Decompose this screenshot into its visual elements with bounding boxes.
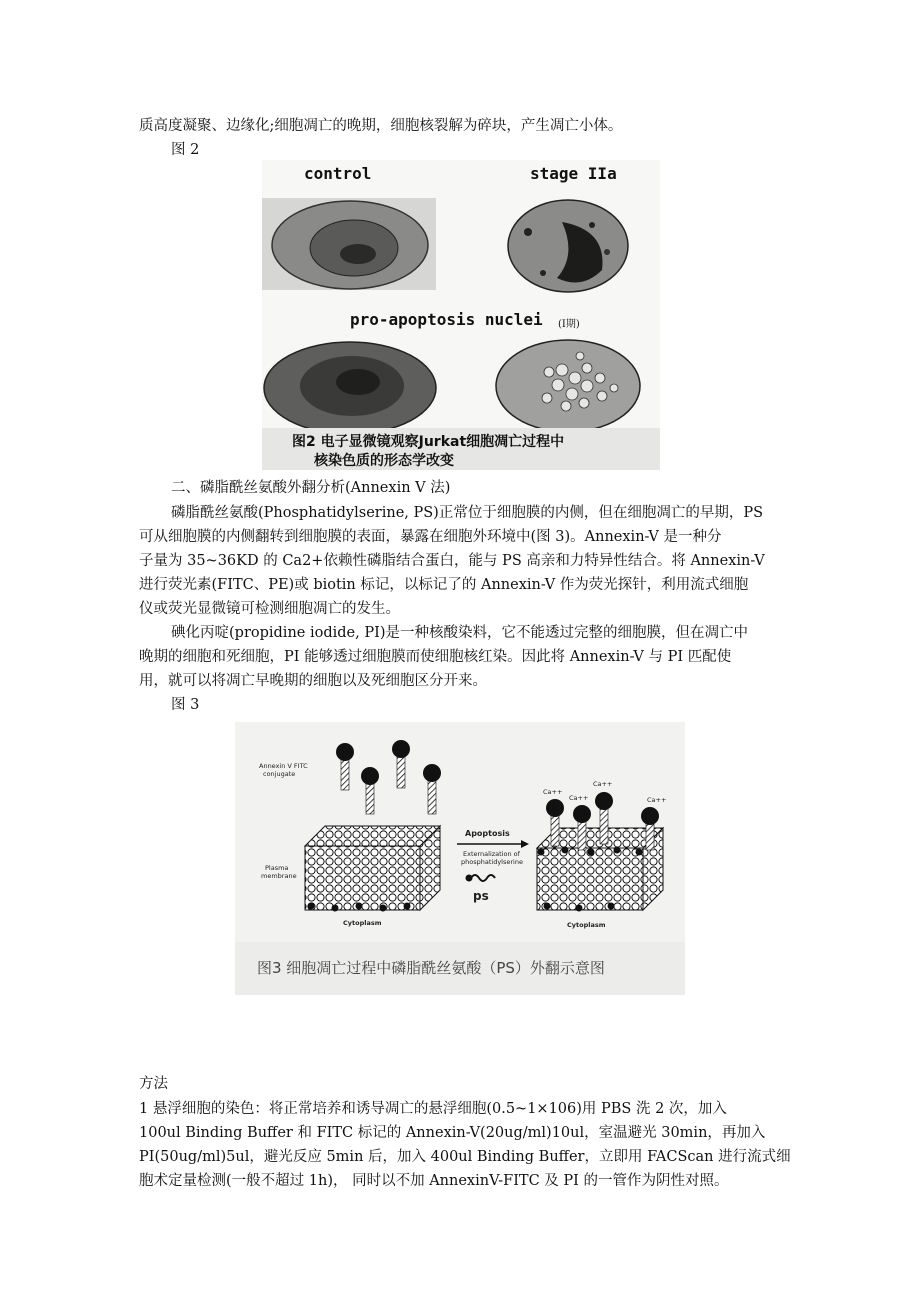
figure-2-micrograph <box>262 160 660 470</box>
text-line: PI(50ug/ml)5ul，避光反应 5min 后，加入 400ul Binding Buffer，立即用 FACScan 进行流式细 <box>139 1149 791 1165</box>
label-ca-1: Ca++ <box>543 788 563 796</box>
label-ps: ps <box>473 889 489 903</box>
figure-3-caption: 图3 细胞凋亡过程中磷脂酰丝氨酸（PS）外翻示意图 <box>257 959 605 977</box>
ps-symbol-icon <box>471 875 495 881</box>
figure-2-caption-line1: 图2 电子显微镜观察Jurkat细胞凋亡过程中 <box>292 434 565 450</box>
label-membrane: membrane <box>261 872 297 880</box>
text-line: 碘化丙啶(propidine iodide, PI)是一种核酸染料，它不能透过完整的细胞膜，但在凋亡中 <box>171 625 748 641</box>
figure-2-caption-box <box>262 428 660 470</box>
label-externalization-1: Externalization of <box>463 850 520 858</box>
label-ca-3: Ca++ <box>593 780 613 788</box>
figure-3-caption-box <box>235 942 685 995</box>
text-line: 晚期的细胞和死细胞，PI 能够透过细胞膜而使细胞核红染。因此将 Annexin-V 与 PI 匹配使 <box>139 649 732 665</box>
text-line: 用，就可以将凋亡早晚期的细胞以及死细胞区分开来。 <box>139 673 487 689</box>
text-line: 可从细胞膜的内侧翻转到细胞膜的表面，暴露在细胞外环境中(图 3)。Annexin-V 是一种分 <box>139 529 722 545</box>
plasma-membrane-left <box>305 826 440 912</box>
pro-apoptosis-cell-right <box>496 340 640 432</box>
label-plasma: Plasma <box>265 864 289 872</box>
label-ca-4: Ca++ <box>647 796 667 804</box>
figure-2-label: 图 2 <box>171 142 200 158</box>
method-title: 方法 <box>139 1076 168 1092</box>
label-externalization-2: phosphatidylserine <box>461 858 523 866</box>
figure-3-diagram <box>235 722 685 995</box>
label-control: control <box>304 164 372 183</box>
label-cytoplasm-right: Cytoplasm <box>567 921 606 929</box>
text-line: 子量为 35~36KD 的 Ca2+依赖性磷脂结合蛋白，能与 PS 高亲和力特异性结合。将 Annexin-V <box>139 553 765 569</box>
text-line: 100ul Binding Buffer 和 FITC 标记的 Annexin-V(20ug/ml)10ul，室温避光 30min，再加入 <box>139 1125 766 1141</box>
text-line: 1 悬浮细胞的染色：将正常培养和诱导凋亡的悬浮细胞(0.5~1×106)用 PBS 洗 2 次，加入 <box>139 1101 727 1117</box>
label-cytoplasm-left: Cytoplasm <box>343 919 382 927</box>
label-conjugate-2: conjugate <box>263 770 296 778</box>
figure-2-caption-line2: 核染色质的形态学改变 <box>314 453 454 469</box>
section-title: 二、磷脂酰丝氨酸外翻分析(Annexin V 法) <box>171 480 451 496</box>
text-line: 磷脂酰丝氨酸(Phosphatidylserine, PS)正常位于细胞膜的内侧，但在细胞凋亡的早期，PS <box>171 505 764 521</box>
label-pro-apoptosis: pro-apoptosis nuclei <box>350 310 543 329</box>
control-chromatin <box>340 244 376 264</box>
label-period: (I期) <box>558 319 580 330</box>
label-ca-2: Ca++ <box>569 794 589 802</box>
label-stage-iia: stage IIa <box>530 164 617 183</box>
label-conjugate-1: Annexin V FITC <box>259 762 308 770</box>
text-line: 仪或荧光显微镜可检测细胞凋亡的发生。 <box>139 601 400 617</box>
label-apoptosis: Apoptosis <box>465 829 510 838</box>
text-line: 胞术定量检测(一般不超过 1h)， 同时以不加 AnnexinV-FITC 及 PI 的一管作为阴性对照。 <box>139 1173 729 1189</box>
text-line: 质高度凝聚、边缘化;细胞凋亡的晚期，细胞核裂解为碎块，产生凋亡小体。 <box>139 118 623 134</box>
text-line: 进行荧光素(FITC、PE)或 biotin 标记，以标记了的 Annexin-V 作为荧光探针，利用流式细胞 <box>139 577 749 593</box>
figure-3-label: 图 3 <box>171 697 200 713</box>
annexin-probes-left <box>336 740 441 814</box>
